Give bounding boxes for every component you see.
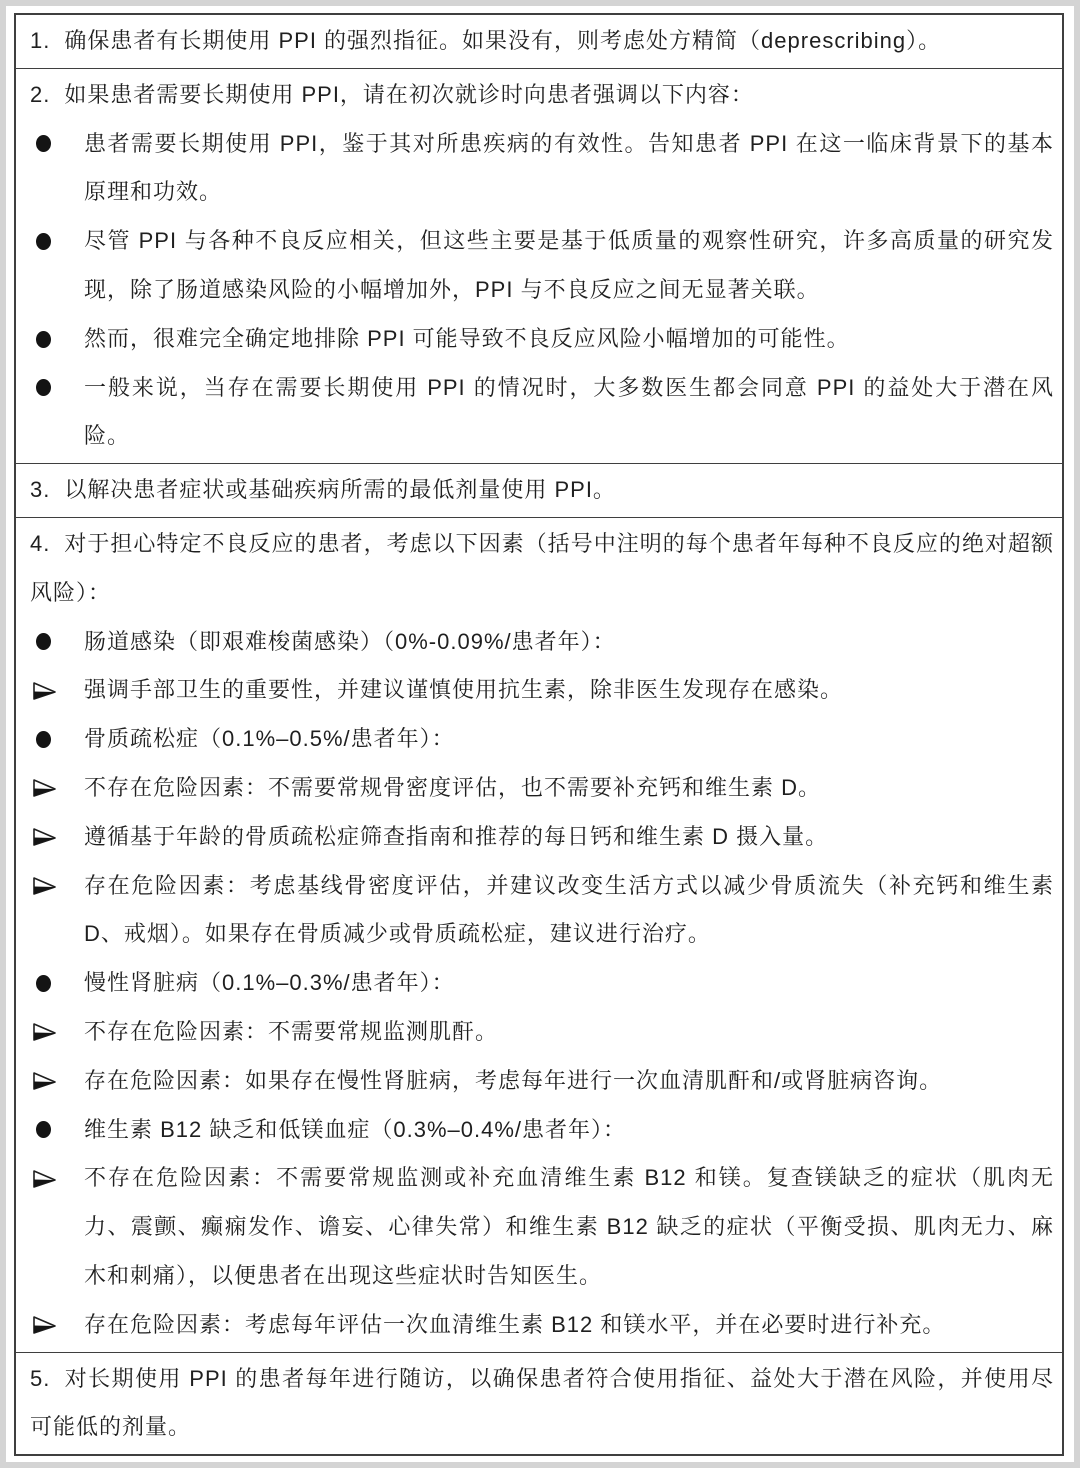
numbered-item (16, 1355, 1062, 1453)
bullet-item (16, 217, 1062, 315)
arrow-marker (16, 1008, 84, 1057)
arrowhead-icon (32, 680, 57, 702)
bullet-marker (16, 217, 84, 266)
item-text: 患者需要长期使用 PPI，鉴于其对所患疾病的有效性。告知患者 PPI 在这一临床背景下的基本原理和功效。 (84, 130, 1054, 205)
item-text: 遵循基于年龄的骨质疏松症筛查指南和推荐的每日钙和维生素 D 摄入量。 (84, 823, 829, 849)
bullet-marker (16, 1106, 84, 1155)
arrow-sub-item (16, 1008, 1062, 1057)
bullet-item (16, 315, 1062, 364)
table-row (16, 517, 1062, 1352)
numbered-item (16, 17, 1062, 66)
bullet-marker (16, 120, 84, 169)
bullet-icon (36, 379, 51, 396)
item-text: 一般来说，当存在需要长期使用 PPI 的情况时，大多数医生都会同意 PPI 的益处大于潜在风险。 (84, 374, 1054, 449)
bullet-icon (36, 135, 51, 152)
item-text: 如果患者需要长期使用 PPI，请在初次就诊时向患者强调以下内容： (64, 81, 754, 107)
item-number: 4. (30, 530, 51, 556)
item-text: 不存在危险因素：不需要常规骨密度评估，也不需要补充钙和维生素 D。 (84, 774, 822, 800)
bullet-marker (16, 715, 84, 764)
arrow-sub-item (16, 813, 1062, 862)
arrow-sub-item (16, 862, 1062, 960)
bullet-marker (16, 618, 84, 667)
guideline-table (14, 13, 1064, 1456)
item-text: 不存在危险因素：不需要常规监测肌酐。 (84, 1018, 499, 1044)
item-text: 存在危险因素：如果存在慢性肾脏病，考虑每年进行一次血清肌酐和/或肾脏病咨询。 (84, 1067, 943, 1093)
bullet-item (16, 120, 1062, 218)
bullet-item (16, 715, 1062, 764)
item-text: 确保患者有长期使用 PPI 的强烈指征。如果没有，则考虑处方精简（deprescribing）。 (64, 28, 942, 53)
bullet-icon (36, 1121, 51, 1138)
arrowhead-icon (32, 1070, 57, 1092)
arrow-marker (16, 862, 84, 911)
item-text: 以解决患者症状或基础疾病所需的最低剂量使用 PPI。 (64, 477, 616, 503)
arrowhead-icon (32, 875, 57, 897)
item-text: 对于担心特定不良反应的患者，考虑以下因素（括号中注明的每个患者年每种不良反应的绝对超额风险）： (30, 530, 1054, 605)
numbered-item (16, 71, 1062, 120)
bullet-item (16, 1106, 1062, 1155)
arrowhead-icon (32, 826, 57, 848)
item-text: 存在危险因素：考虑基线骨密度评估，并建议改变生活方式以减少骨质流失（补充钙和维生素 D、戒烟）。如果存在骨质减少或骨质疏松症，建议进行治疗。 (84, 872, 1054, 947)
bullet-item (16, 618, 1062, 667)
table-row (16, 68, 1062, 463)
bullet-icon (36, 233, 51, 250)
arrow-sub-item (16, 1057, 1062, 1106)
table-row (16, 463, 1062, 517)
item-number: 2. (30, 81, 51, 107)
bullet-marker (16, 959, 84, 1008)
arrowhead-icon (32, 1314, 57, 1336)
item-text: 维生素 B12 缺乏和低镁血症（0.3%–0.4%/患者年）： (84, 1116, 627, 1142)
item-number: 5. (30, 1365, 51, 1391)
arrowhead-icon (32, 777, 57, 799)
item-text: 肠道感染（即艰难梭菌感染）（0%-0.09%/患者年）： (84, 628, 616, 654)
arrow-sub-item (16, 1154, 1062, 1300)
table-row (16, 1352, 1062, 1455)
arrowhead-icon (32, 1021, 57, 1043)
item-number: 3. (30, 477, 51, 503)
item-number: 1. (30, 28, 51, 53)
bullet-item (16, 959, 1062, 1008)
arrow-marker (16, 1057, 84, 1106)
bullet-marker (16, 315, 84, 364)
arrow-marker (16, 813, 84, 862)
arrow-marker (16, 1301, 84, 1350)
numbered-item (16, 466, 1062, 515)
arrow-marker (16, 764, 84, 813)
bullet-icon (36, 731, 51, 748)
arrow-marker (16, 1154, 84, 1203)
item-text: 慢性肾脏病（0.1%–0.3%/患者年）： (84, 970, 455, 996)
bullet-item (16, 364, 1062, 462)
numbered-item (16, 520, 1062, 618)
arrow-marker (16, 666, 84, 715)
bullet-marker (16, 364, 84, 413)
table-row (16, 15, 1062, 68)
arrow-sub-item (16, 1301, 1062, 1350)
bullet-icon (36, 331, 51, 348)
arrowhead-icon (32, 1168, 57, 1190)
item-text: 对长期使用 PPI 的患者每年进行随访，以确保患者符合使用指征、益处大于潜在风险，并使用尽可能低的剂量。 (30, 1365, 1054, 1440)
item-text: 尽管 PPI 与各种不良反应相关，但这些主要是基于低质量的观察性研究，许多高质量的研究发现，除了肠道感染风险的小幅增加外，PPI 与不良反应之间无显著关联。 (84, 228, 1054, 302)
item-text: 骨质疏松症（0.1%–0.5%/患者年）： (84, 726, 455, 752)
item-text: 不存在危险因素：不需要常规监测或补充血清维生素 B12 和镁。复查镁缺乏的症状（肌肉无力、震颤、癫痫发作、谵妄、心律失常）和维生素 B12 缺乏的症状（平衡受损、肌肉无力、麻木和刺痛），以便患者在出现这些症状时告知医生。 (84, 1165, 1054, 1288)
bullet-icon (36, 975, 51, 992)
arrow-sub-item (16, 764, 1062, 813)
arrow-sub-item (16, 666, 1062, 715)
item-text: 存在危险因素：考虑每年评估一次血清维生素 B12 和镁水平，并在必要时进行补充。 (84, 1311, 946, 1337)
item-text: 然而，很难完全确定地排除 PPI 可能导致不良反应风险小幅增加的可能性。 (84, 325, 850, 351)
item-text: 强调手部卫生的重要性，并建议谨慎使用抗生素，除非医生发现存在感染。 (84, 677, 844, 703)
bullet-icon (36, 633, 51, 650)
